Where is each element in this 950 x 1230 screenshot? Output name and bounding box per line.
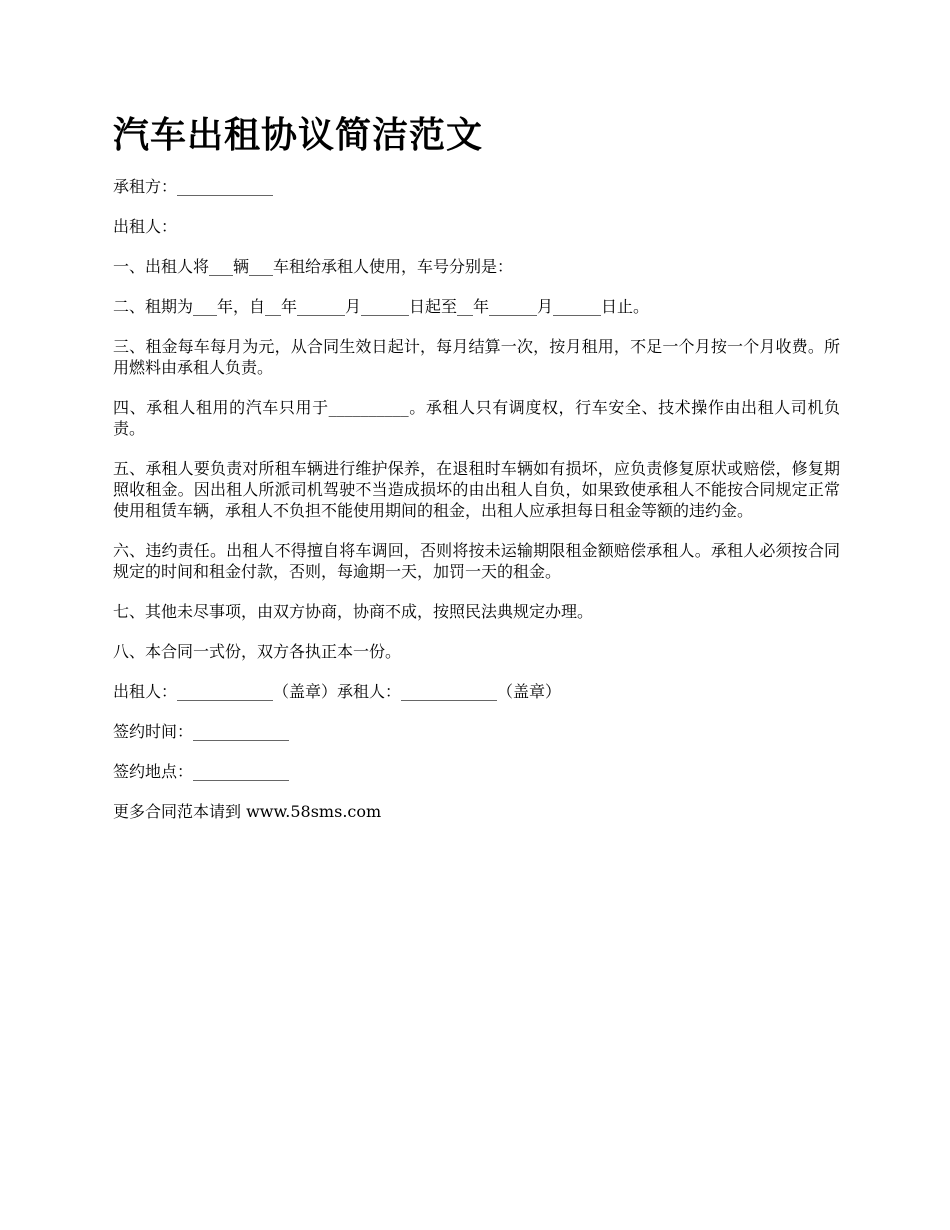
lessor-field: 出租人：: [113, 217, 178, 236]
signing-date-field: 签约时间：____________: [113, 722, 290, 741]
clause-7: 七、其他未尽事项，由双方协商，协商不成，按照民法典规定办理。: [113, 602, 594, 621]
clause-4: 四、承租人租用的汽车只用于__________。承租人只有调度权，行车安全、技术操作由出租人司机负责。: [113, 398, 840, 438]
document-page: [113, 110, 840, 841]
footer-note: 更多合同范本请到 www.58sms.com: [113, 802, 382, 821]
clause-3: 三、租金每车每月为元，从合同生效日起计，每月结算一次，按月租用，不足一个月按一个月收费。所用燃料由承租人负责。: [113, 337, 840, 377]
clause-6: 六、违约责任。出租人不得擅自将车调回，否则将按未运输期限租金额赔偿承租人。承租人必须按合同规定的时间和租金付款，否则，每逾期一天，加罚一天的租金。: [113, 541, 840, 581]
signature-line: 出租人：____________（盖章）承租人：____________（盖章）: [113, 682, 562, 701]
clause-8: 八、本合同一式份，双方各执正本一份。: [113, 642, 402, 661]
document-title: 汽车出租协议简洁范文: [113, 115, 484, 156]
lessee-field: 承租方：____________: [113, 177, 274, 196]
clause-5: 五、承租人要负责对所租车辆进行维护保养，在退租时车辆如有损坏，应负责修复原状或赔偿，修复期照收租金。因出租人所派司机驾驶不当造成损坏的由出租人自负，如果致使承租人不能按合同规定正常使用租赁车辆，承租人不负担不能使用期间的租金，出租人应承担每日租金等额的违约金。: [113, 459, 840, 520]
clause-2: 二、租期为___年，自__年______月______日起至__年______月______日止。: [113, 297, 650, 316]
signing-place-field: 签约地点：____________: [113, 762, 290, 781]
clause-1: 一、出租人将___辆___车租给承租人使用，车号分别是：: [113, 257, 514, 276]
